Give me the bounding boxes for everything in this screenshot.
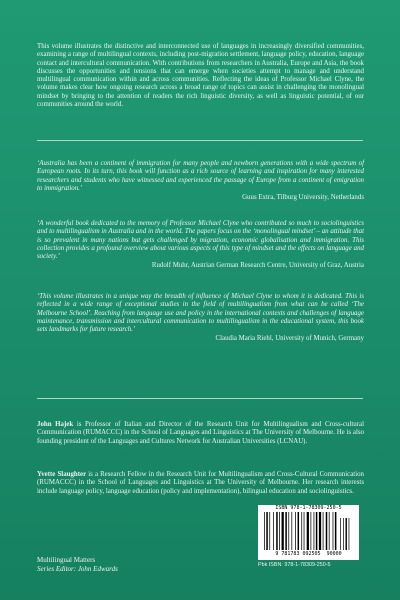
barcode-bar (266, 512, 268, 550)
barcode-bar (298, 512, 300, 550)
barcode-bar (323, 512, 324, 550)
endorsement-attribution: Guus Extra, Tilburg University, Netherlands (242, 194, 364, 202)
barcode-bar (276, 512, 278, 550)
editor-bio-1 (37, 421, 364, 446)
barcode-addon-bar (346, 518, 347, 550)
barcode-bar (307, 512, 309, 550)
editor-bio-2 (37, 471, 364, 496)
barcode-bar (301, 512, 302, 550)
barcode-bar (319, 512, 321, 550)
endorsement-quote: ‘Australia has been a continent of immigration for many people and newborn generations with a wide spectrum of European roots. In its turn, this book will function as a rich source of learning and inspiration for many interested researchers and students who have witnessed and experienced the passage of Europe from a continent of emigration to immigration.’ (37, 160, 364, 192)
barcode-bar (311, 512, 312, 550)
barcode-bar (288, 512, 289, 550)
endorsement-quote: ‘A wonderful book dedicated to the memory of Professor Michael Clyne who contributed so much to sociolinguistics and to multilingualism in Australia and in the world. The papers focus on the ‘monolingual mindset’ – an attitude that is so prevalent in many nations but gets challenged by migration, economic globalisation and immigration. This collection provides a profound overview about various aspects of this type of mindset and the effects on language and society.’ (37, 220, 364, 261)
barcode-bar (335, 512, 337, 550)
barcode-bars (264, 512, 354, 550)
divider-bottom (37, 398, 363, 399)
series-editor: Series Editor: John Edwards (37, 564, 118, 573)
barcode-addon-bar (340, 518, 341, 550)
editor-name: Yvette Slaughter (37, 471, 87, 478)
barcode-bar (291, 512, 292, 550)
publisher-info (37, 556, 118, 573)
publisher-name: Multilingual Matters (37, 556, 96, 564)
endorsement-3 (37, 293, 364, 344)
endorsement-attribution: Claudia Maria Riehl, University of Munich, Germany (215, 335, 364, 343)
endorsement-quote: ‘This volume illustrates in a unique way the breadth of influence of Michael Clyne to whom it is dedicated. This is reflected in a wide range of exceptional studies in the field of multilingualism from what can be called ‘The Melbourne School’. Reaching from language use and policy in the international contexts and challenges of language maintenance, transmission and intercultural communication to multilingualism in the educational system, this book sets landmarks for future research.’ (37, 293, 364, 334)
barcode-bar (285, 512, 287, 550)
barcode-bar (264, 512, 265, 550)
editor-bio: is a Research Fellow in the Research Unit for Multilingualism and Cross-Cultural Communication (RUMACCC) in the School of Languages and Linguistics at The University of Melbourne. Her research interests include language policy, language education (policy and implementation), bilingual education and sociolinguistics. (37, 471, 364, 495)
barcode (258, 505, 359, 560)
barcode-isbn: ISBN 978-1-78309-250-5 (275, 505, 342, 511)
endorsement-1 (37, 160, 364, 202)
barcode-bar (282, 512, 284, 550)
barcode-bar (326, 512, 328, 550)
barcode-bar (269, 512, 270, 550)
book-description: This volume illustrates the distinctive and interconnected use of languages in increasingly diversified communities, examining a range of multilingual contexts, including post-migration settlement, language policy, education, language contact and intercultural communication. With contributions from researchers in Australia, Europe and Asia, the book discusses the opportunities and tensions that can emerge when societies attempt to manage and understand multilingual communication within and across communities. Reflecting the ideas of Professor Michael Clyne, the volume makes clear how ongoing research across a broad range of topics can assist in challenging the monolingual mindset by bringing to the attention of readers the rich linguistic diversity, as well as linguistic potential, of our communities around the world. (37, 43, 364, 109)
editor-bio: is Professor of Italian and Director of the Research Unit for Multilingualism and Cross-cultural Communication (RUMACCC) in the School of Languages and Linguistics at The University of Melbourne. He is also founding president of the Languages and Cultures Network for Australian Universities (LCNAU). (37, 421, 364, 445)
barcode-bar (273, 512, 274, 550)
editor-name: John Hajek (37, 421, 74, 428)
barcode-bar (279, 512, 280, 550)
barcode-digits: 9 781783 092505 90000 (275, 551, 342, 557)
barcode-addon-bar (349, 518, 350, 550)
endorsement-attribution: Rudolf Muhr, Austrian German Research Centre, University of Graz, Austria (151, 262, 364, 270)
endorsement-2 (37, 220, 364, 271)
barcode-addon-bar (343, 518, 344, 550)
barcode-bar (295, 512, 296, 550)
barcode-bar (304, 512, 305, 550)
barcode-bar (329, 512, 330, 550)
barcode-bar (333, 512, 334, 550)
divider-top (37, 140, 363, 141)
pbk-isbn: Pbk ISBN: 978-1-78309-250-5 (258, 562, 331, 568)
barcode-bar (316, 512, 318, 550)
barcode-bar (314, 512, 315, 550)
